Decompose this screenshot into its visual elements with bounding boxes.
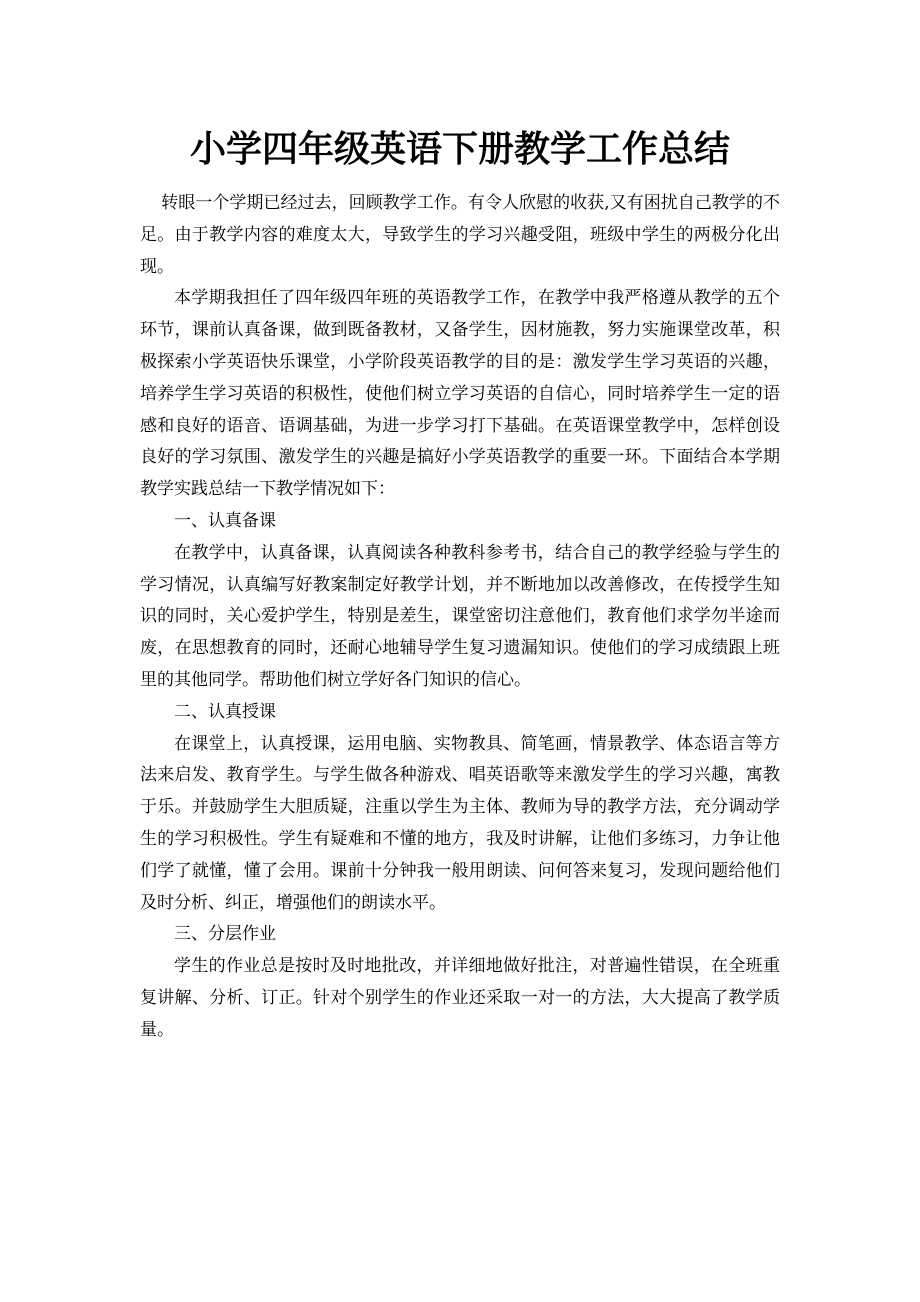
document-title: 小学四年级英语下册教学工作总结 [189,129,730,170]
section-heading: 三、分层作业 [174,924,276,945]
intro-paragraph: 转眼一个学期已经过去，回顾教学工作。有令人欣慰的收获,又有困扰自己教学的不足。由于教学内容的难度太大，导致学生的学习兴趣受阻，班级中学生的两极分化出现。 [140,193,780,277]
body-paragraph: 在教学中，认真备课，认真阅读各种教科参考书，结合自己的教学经验与学生的学习情况，认真编写好教案制定好教学计划，并不断地加以改善修改，在传授学生知识的同时，关心爱护学生，特别是差生，课堂密切注意他们，教育他们求学勿半途而废，在思想教育的同时，还耐心地辅导学生复习遗漏知识。使他们的学习成绩跟上班里的其他同学。帮助他们树立学好各门知识的信心。 [140,542,780,690]
body-paragraph: 学生的作业总是按时及时地批改，并详细地做好批注，对普遍性错误，在全班重复讲解、分析、订正。针对个别学生的作业还采取一对一的方法，大大提高了教学质量。 [140,956,780,1040]
body-paragraph: 在课堂上，认真授课，运用电脑、实物教具、简笔画，情景教学、体态语言等方法来启发、教育学生。与学生做各种游戏、唱英语歌等来激发学生的学习兴趣，寓教于乐。并鼓励学生大胆质疑，注重以学生为主体、教师为导的教学方法，充分调动学生的学习积极性。学生有疑难和不懂的地方，我及时讲解，让他们多练习，力争让他们学了就懂，懂了会用。课前十分钟我一般用朗读、问何答来复习，发现问题给他们及时分析、纠正，增强他们的朗读水平。 [140,733,780,913]
body-paragraph: 本学期我担任了四年级四年班的英语教学工作，在教学中我严格遵从教学的五个环节，课前认真备课，做到既备教材，又备学生，因材施教，努力实施课堂改革，积极探索小学英语快乐课堂，小学阶段英语教学的目的是：激发学生学习英语的兴趣，培养学生学习英语的积极性，使他们树立学习英语的自信心，同时培养学生一定的语感和良好的语音、语调基础，为进一步学习打下基础。在英语课堂教学中，怎样创设良好的学习氛围、激发学生的兴趣是搞好小学英语教学的重要一环。下面结合本学期教学实践总结一下教学情况如下： [140,288,780,500]
section-heading: 二、认真授课 [174,701,276,722]
section-heading: 一、认真备课 [174,510,276,531]
document-body [140,188,780,1047]
